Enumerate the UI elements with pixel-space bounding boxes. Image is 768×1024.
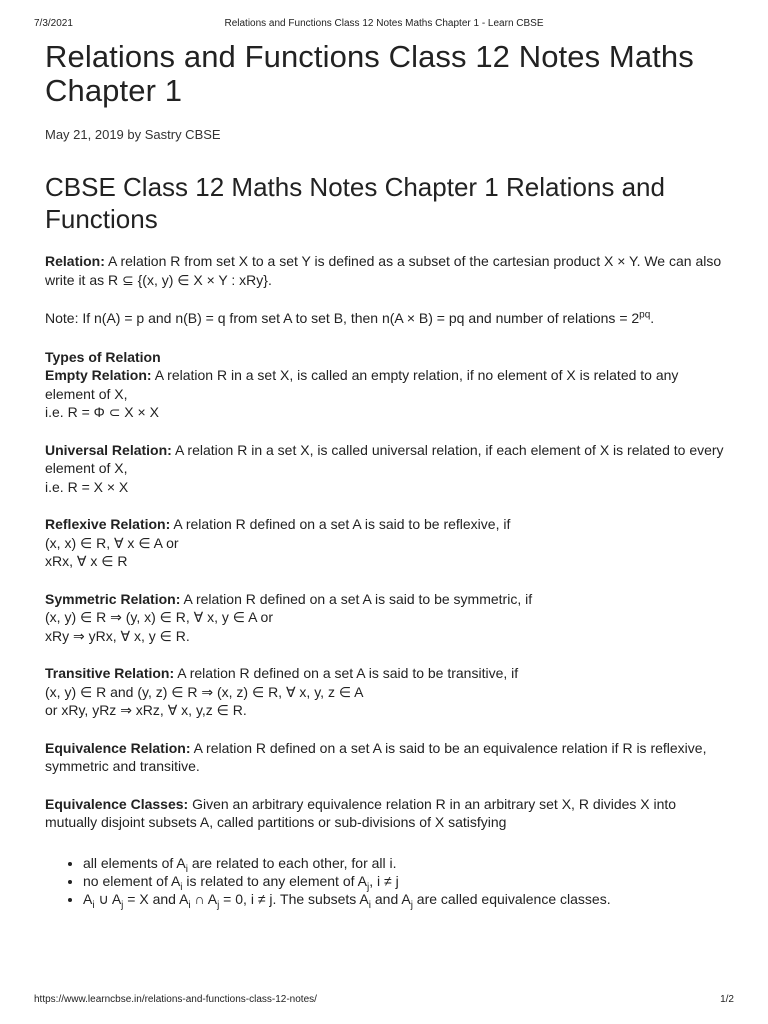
equivalence-classes-text: Given an arbitrary equivalence relation R in an arbitrary set X, R divides X into mutually disjoint subsets A, called partitions or sub-divisions of X satisfying: [45, 795, 677, 830]
equivalence-relation-label: Equivalence Relation:: [45, 739, 191, 756]
reflexive-relation-label: Reflexive Relation:: [45, 516, 171, 532]
universal-relation-text: A relation R in a set X, is called universal relation, if each element of X is related to every element of X,: [45, 441, 724, 476]
universal-relation-paragraph: [45, 441, 730, 497]
symmetric-relation-line2: (x, y) ∈ R ⇒ (y, x) ∈ R, ∀ x, y ∈ A or: [45, 609, 273, 625]
reflexive-relation-line3: xRx, ∀ x ∈ R: [45, 553, 128, 569]
equivalence-relation-paragraph: [45, 739, 730, 776]
article-title: Relations and Functions Class 12 Notes Maths Chapter 1: [45, 39, 694, 108]
transitive-relation-label: Transitive Relation:: [45, 665, 175, 681]
list-item: • all elements of $A_i$ are related to each other, for all i.: [83, 854, 730, 872]
section-title: CBSE Class 12 Maths Notes Chapter 1 Relations and Functions: [45, 172, 665, 234]
article-content: [45, 39, 730, 911]
note-superscript: pq: [639, 309, 651, 321]
symmetric-relation-text: A relation R defined on a set A is said to be symmetric, if: [180, 590, 533, 607]
universal-relation-formula: i.e. R = X × X: [45, 478, 129, 495]
list-item: • $A_i$ ∪ $A_j = X$ and $A_i$ ∩ $A_j = 0$, i ≠ j. The subsets $A_i$ and $A_j$ are called equivalence classes.: [83, 890, 730, 908]
list-item: • no element of $A_i$ is related to any element of $A_j$, i ≠ j: [83, 872, 730, 890]
equivalence-classes-label: Equivalence Classes:: [45, 795, 189, 812]
equivalence-relation-text: A relation R defined on a set A is said to be an equivalence relation if R is reflexive, symmetric and transitive.: [45, 739, 707, 774]
relation-paragraph: [45, 252, 730, 289]
symmetric-relation-label: Symmetric Relation:: [45, 590, 181, 607]
transitive-relation-line2: (x, y) ∈ R and (y, z) ∈ R ⇒ (x, z) ∈ R, ∀ x, y, z ∈ A: [45, 683, 364, 700]
print-url: https://www.learncbse.in/relations-and-functions-class-12-notes/: [34, 994, 317, 1005]
equivalence-classes-paragraph: [45, 795, 730, 832]
note-text: Note: If n(A) = p and n(B) = q from set A to set B, then n(A × B) = pq and number of relations = 2: [45, 310, 640, 326]
empty-relation-paragraph: [45, 348, 730, 422]
transitive-relation-text: A relation R defined on a set A is said to be transitive, if: [174, 665, 519, 681]
reflexive-relation-line2: (x, x) ∈ R, ∀ x ∈ A or: [45, 534, 179, 551]
transitive-relation-line3: or xRy, yRz ⇒ xRz, ∀ x, y,z ∈ R.: [45, 702, 247, 718]
symmetric-relation-paragraph: [45, 590, 730, 646]
print-date: 7/3/2021: [34, 18, 73, 29]
transitive-relation-paragraph: [45, 664, 730, 720]
empty-relation-formula: i.e. R = Φ ⊂ X × X: [45, 404, 159, 420]
symmetric-relation-line3: xRy ⇒ yRx, ∀ x, y ∈ R.: [45, 627, 190, 644]
reflexive-relation-text: A relation R defined on a set A is said to be reflexive, if: [170, 516, 511, 532]
universal-relation-label: Universal Relation:: [45, 441, 172, 458]
relation-text: A relation R from set X to a set Y is defined as a subset of the cartesian product X × Y. We can also write it as R ⊆ {(x, y) ∈ X × Y : xRy}.: [45, 253, 722, 288]
print-page-number: 1/2: [720, 994, 734, 1005]
reflexive-relation-paragraph: [45, 515, 730, 571]
note-paragraph: [45, 309, 730, 328]
relation-label: Relation:: [45, 253, 105, 269]
equivalence-classes-list: [45, 854, 730, 911]
empty-relation-text: A relation R in a set X, is called an empty relation, if no element of X is related to any element of X,: [45, 367, 679, 402]
print-page-title: Relations and Functions Class 12 Notes Maths Chapter 1 - Learn CBSE: [224, 18, 544, 29]
types-heading: Types of Relation: [45, 348, 161, 365]
article-byline: May 21, 2019 by Sastry CBSE: [45, 127, 221, 142]
empty-relation-label: Empty Relation:: [45, 367, 152, 383]
note-end: .: [650, 310, 655, 326]
